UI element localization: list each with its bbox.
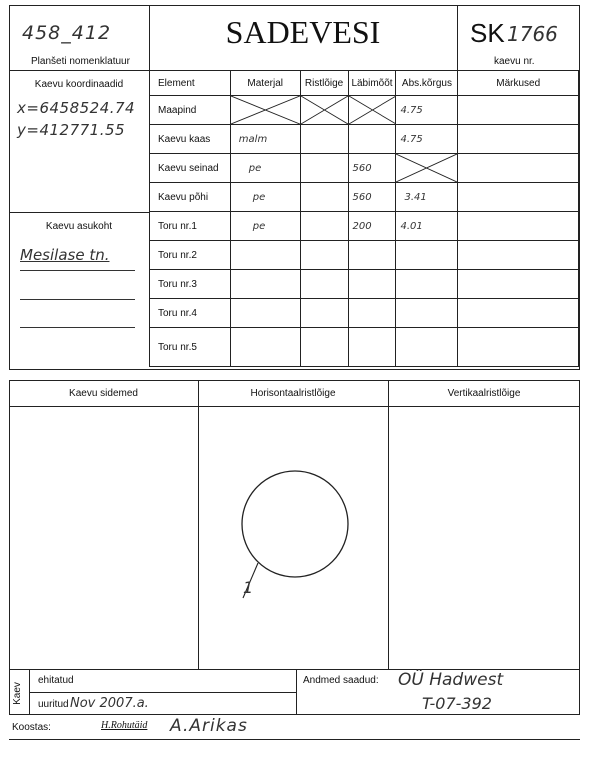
row-diameter <box>348 125 396 154</box>
col-material: Materjal <box>230 71 300 96</box>
data-source-line2: T-07-392 <box>422 694 492 713</box>
surveyed-label: uuritud <box>38 699 69 710</box>
sk-prefix: SK <box>470 18 505 48</box>
author-label: Koostas: <box>12 722 51 733</box>
table-row <box>150 212 579 241</box>
built-label: ehitatud <box>38 675 74 686</box>
pipe-marker: 1 <box>243 578 254 597</box>
col-abs-height: Abs.kõrgus <box>396 71 458 96</box>
location-line-2 <box>20 299 135 300</box>
row-element: Toru nr.3 <box>150 270 231 299</box>
table-row <box>150 154 579 183</box>
table-row <box>150 328 579 367</box>
row-abs: 3.41 <box>396 183 458 212</box>
row-material <box>230 328 300 367</box>
col-diameter: Läbimõõt <box>348 71 396 96</box>
row-diameter <box>348 241 396 270</box>
row-element: Toru nr.5 <box>150 328 231 367</box>
data-source-label: Andmed saadud: <box>303 675 379 686</box>
author-row <box>9 715 580 740</box>
crossed-cell <box>230 96 300 125</box>
crossed-cell <box>348 96 396 125</box>
row-diameter <box>348 270 396 299</box>
row-element: Maapind <box>150 96 231 125</box>
row-material <box>230 241 300 270</box>
row-material: pe <box>230 183 300 212</box>
table-row <box>150 270 579 299</box>
row-cross <box>300 212 348 241</box>
row-diameter <box>348 299 396 328</box>
row-diameter: 560 <box>348 154 396 183</box>
connections-title: Kaevu sidemed <box>69 388 138 399</box>
footer-row-line <box>29 692 296 693</box>
sketch-divider-2 <box>388 380 389 670</box>
table-header-row <box>150 71 579 96</box>
form-title: SADEVESI <box>225 14 381 50</box>
row-material: pe <box>230 154 300 183</box>
location-top-line <box>9 212 149 213</box>
well-elements-table <box>149 70 579 367</box>
location-value: Mesilase tn. <box>20 246 110 264</box>
nomenclature-label: Planšeti nomenklatuur <box>31 56 130 67</box>
location-label: Kaevu asukoht <box>45 221 113 232</box>
row-notes <box>458 212 579 241</box>
col-notes: Märkused <box>458 71 579 96</box>
row-cross <box>300 125 348 154</box>
row-abs: 4.75 <box>396 96 458 125</box>
row-diameter: 200 <box>348 212 396 241</box>
row-notes <box>458 96 579 125</box>
sk-value: 1766 <box>507 22 558 46</box>
row-abs: 4.75 <box>396 125 458 154</box>
row-element: Toru nr.1 <box>150 212 231 241</box>
row-notes <box>458 154 579 183</box>
row-cross <box>300 183 348 212</box>
row-element: Toru nr.2 <box>150 241 231 270</box>
author-signature: A.Arikas <box>170 716 248 736</box>
row-cross <box>300 154 348 183</box>
row-notes <box>458 328 579 367</box>
row-abs <box>396 328 458 367</box>
horizontal-section-title: Horisontaalristlõige <box>250 388 336 399</box>
row-cross <box>300 270 348 299</box>
kaev-label: Kaev <box>11 682 23 705</box>
row-element: Kaevu kaas <box>150 125 231 154</box>
row-material <box>230 270 300 299</box>
vertical-section-title: Vertikaalristlõige <box>447 388 521 399</box>
table-row <box>150 241 579 270</box>
crossed-cell <box>396 154 458 183</box>
table-row <box>150 125 579 154</box>
table-row <box>150 183 579 212</box>
location-line-1 <box>20 270 135 271</box>
col-element: Element <box>150 71 231 96</box>
row-element: Kaevu põhi <box>150 183 231 212</box>
row-abs: 4.01 <box>396 212 458 241</box>
footer-mid-divider <box>296 670 297 715</box>
location-line-3 <box>20 327 135 328</box>
surveyed-value: Nov 2007.a. <box>70 696 149 711</box>
row-abs <box>396 270 458 299</box>
well-plan-sketch <box>198 406 388 670</box>
table-row <box>150 299 579 328</box>
row-cross <box>300 299 348 328</box>
data-source-line1: OÜ Hadwest <box>398 670 504 690</box>
crossed-cell <box>300 96 348 125</box>
row-notes <box>458 270 579 299</box>
row-material: malm <box>230 125 300 154</box>
col-cross-section: Ristlõige <box>300 71 348 96</box>
nomenclature-value: 458_412 <box>22 22 112 44</box>
row-diameter <box>348 328 396 367</box>
row-abs <box>396 241 458 270</box>
coord-x: x=6458524.74 <box>17 99 136 117</box>
sk-label: kaevu nr. <box>494 56 535 67</box>
row-notes <box>458 241 579 270</box>
row-material: pe <box>230 212 300 241</box>
coord-y: y=412771.55 <box>17 121 126 139</box>
row-abs <box>396 299 458 328</box>
coords-label: Kaevu koordinaadid <box>34 79 124 90</box>
header-divider-right <box>457 5 458 70</box>
row-diameter: 560 <box>348 183 396 212</box>
row-notes <box>458 125 579 154</box>
row-notes <box>458 299 579 328</box>
author-stamp: H.Rohutäid <box>101 720 148 731</box>
table-row <box>150 96 579 125</box>
row-cross <box>300 328 348 367</box>
row-notes <box>458 183 579 212</box>
row-element: Toru nr.4 <box>150 299 231 328</box>
row-element: Kaevu seinad <box>150 154 231 183</box>
row-cross <box>300 241 348 270</box>
row-material <box>230 299 300 328</box>
